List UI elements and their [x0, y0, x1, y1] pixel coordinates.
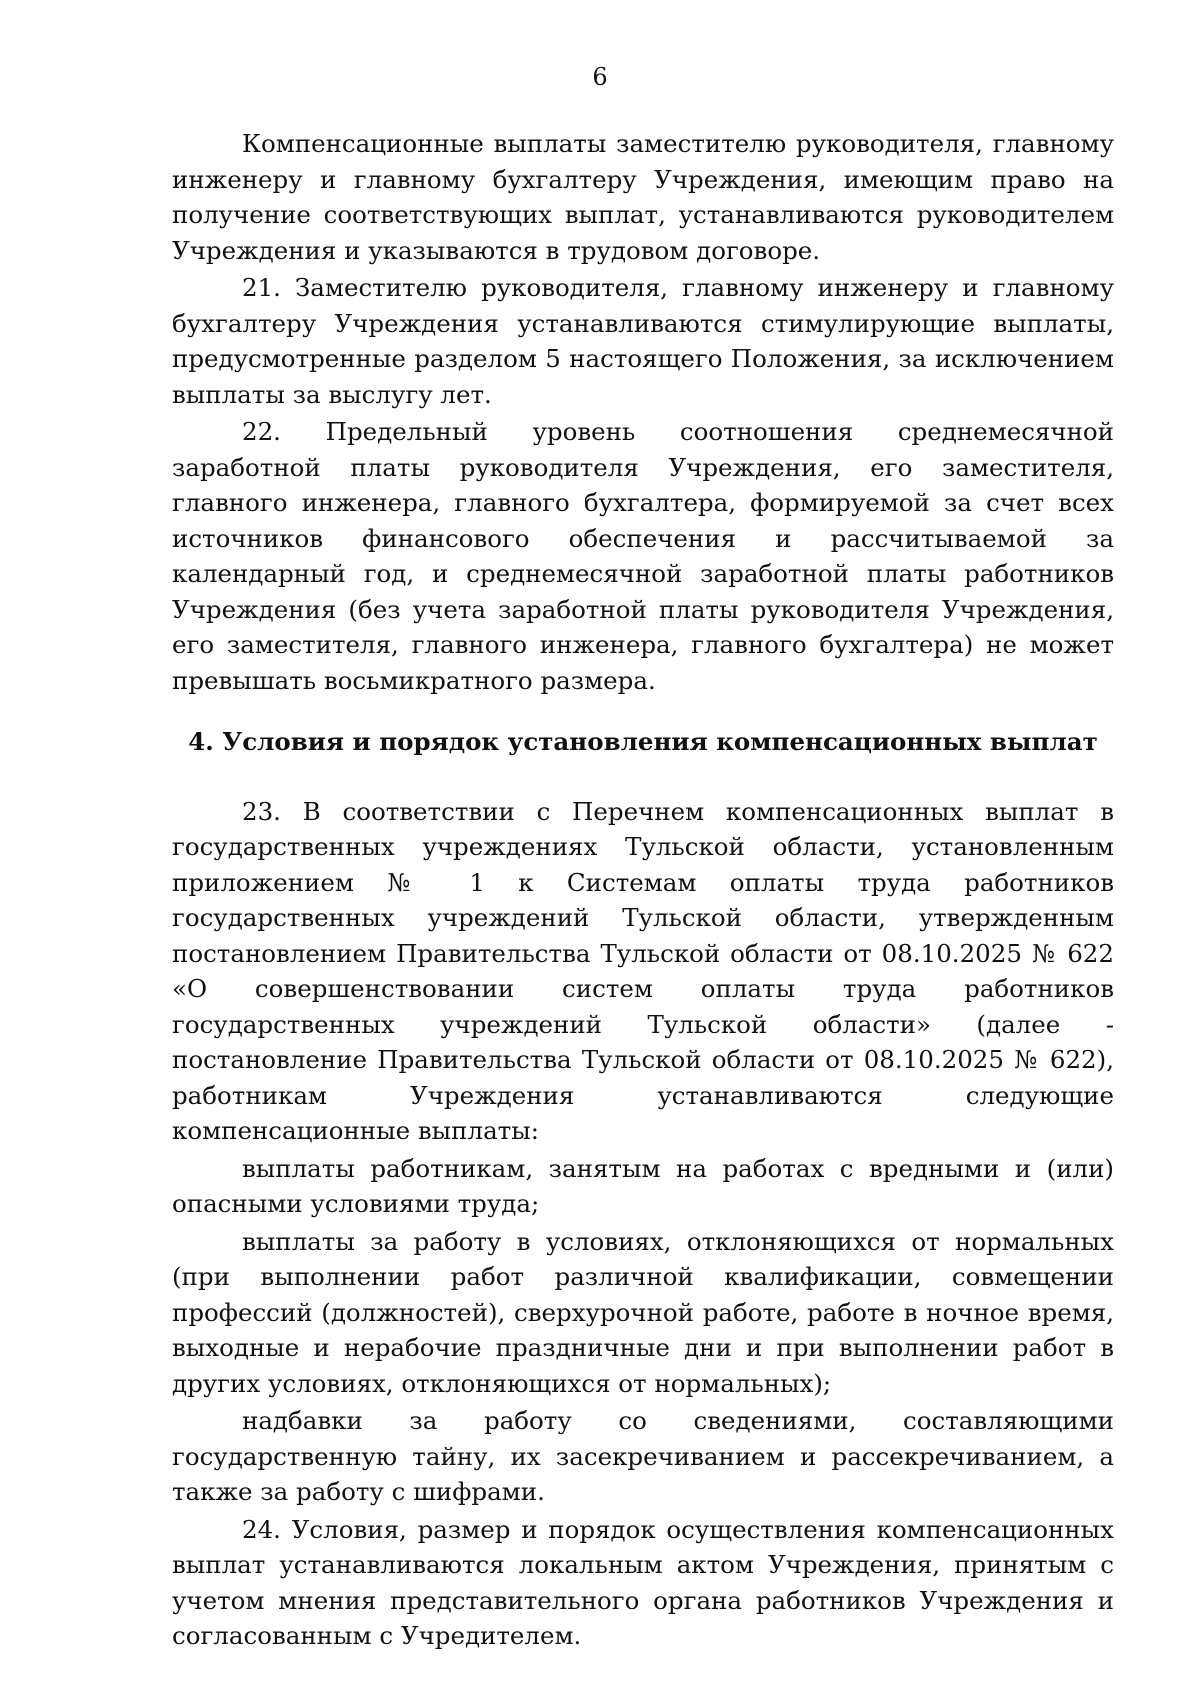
- paragraph-23: 23. В соответствии с Перечнем компенсационных выплат в государственных учреждениях Тульской области, установленным приложением № 1 к Системам оплаты труда работников государственных учреждений Тульской области, утвержденным постановлением Правительства Тульской области от 08.10.2025 № 622 «О совершенствовании систем оплаты труда работников государственных учреждений Тульской области» (далее - постановление Правительства Тульской области от 08.10.2025 № 622), работникам Учреждения устанавливаются следующие компенсационные выплаты:: [172, 796, 1114, 1145]
- paragraph-21: 21. Заместителю руководителя, главному инженеру и главному бухгалтеру Учреждения устанавливаются стимулирующие выплаты, предусмотренные разделом 5 настоящего Положения, за исключением выплаты за выслугу лет.: [172, 273, 1114, 409]
- document-body: [172, 126, 1114, 1656]
- paragraph-24: 24. Условия, размер и порядок осуществления компенсационных выплат устанавливаются локальным актом Учреждения, принятым с учетом мнения представительного органа работников Учреждения и согласованным с Учредителем.: [172, 1514, 1114, 1650]
- list-item-state-secret: надбавки за работу со сведениями, составляющими государственную тайну, их засекречиванием и рассекречиванием, а также за работу с шифрами.: [172, 1406, 1114, 1506]
- paragraph-22: 22. Предельный уровень соотношения среднемесячной заработной платы руководителя Учреждения, его заместителя, главного инженера, главного бухгалтера, формируемой за счет всех источников финансового обеспечения и рассчитываемой за календарный год, и среднемесячной заработной платы работников Учреждения (без учета заработной платы руководителя Учреждения, его заместителя, главного инженера, главного бухгалтера) не может превышать восьмикратного размера.: [172, 417, 1114, 695]
- page-number: 6: [592, 63, 608, 91]
- list-item-harmful-conditions: выплаты работникам, занятым на работах с вредными и (или) опасными условиями труда;: [172, 1153, 1114, 1218]
- section-heading: 4. Условия и порядок установления компенсационных выплат: [188, 727, 1098, 756]
- paragraph-compensation-deputies: Компенсационные выплаты заместителю руководителя, главному инженеру и главному бухгалтеру Учреждения, имеющим право на получение соответствующих выплат, устанавливаются руководителем Учреждения и указываются в трудовом договоре.: [172, 129, 1114, 265]
- list-item-abnormal-conditions: выплаты за работу в условиях, отклоняющихся от нормальных (при выполнении работ различной квалификации, совмещении профессий (должностей), сверхурочной работе, работе в ночное время, выходные и нерабочие праздничные дни и при выполнении работ в других условиях, отклоняющихся от нормальных);: [172, 1226, 1114, 1398]
